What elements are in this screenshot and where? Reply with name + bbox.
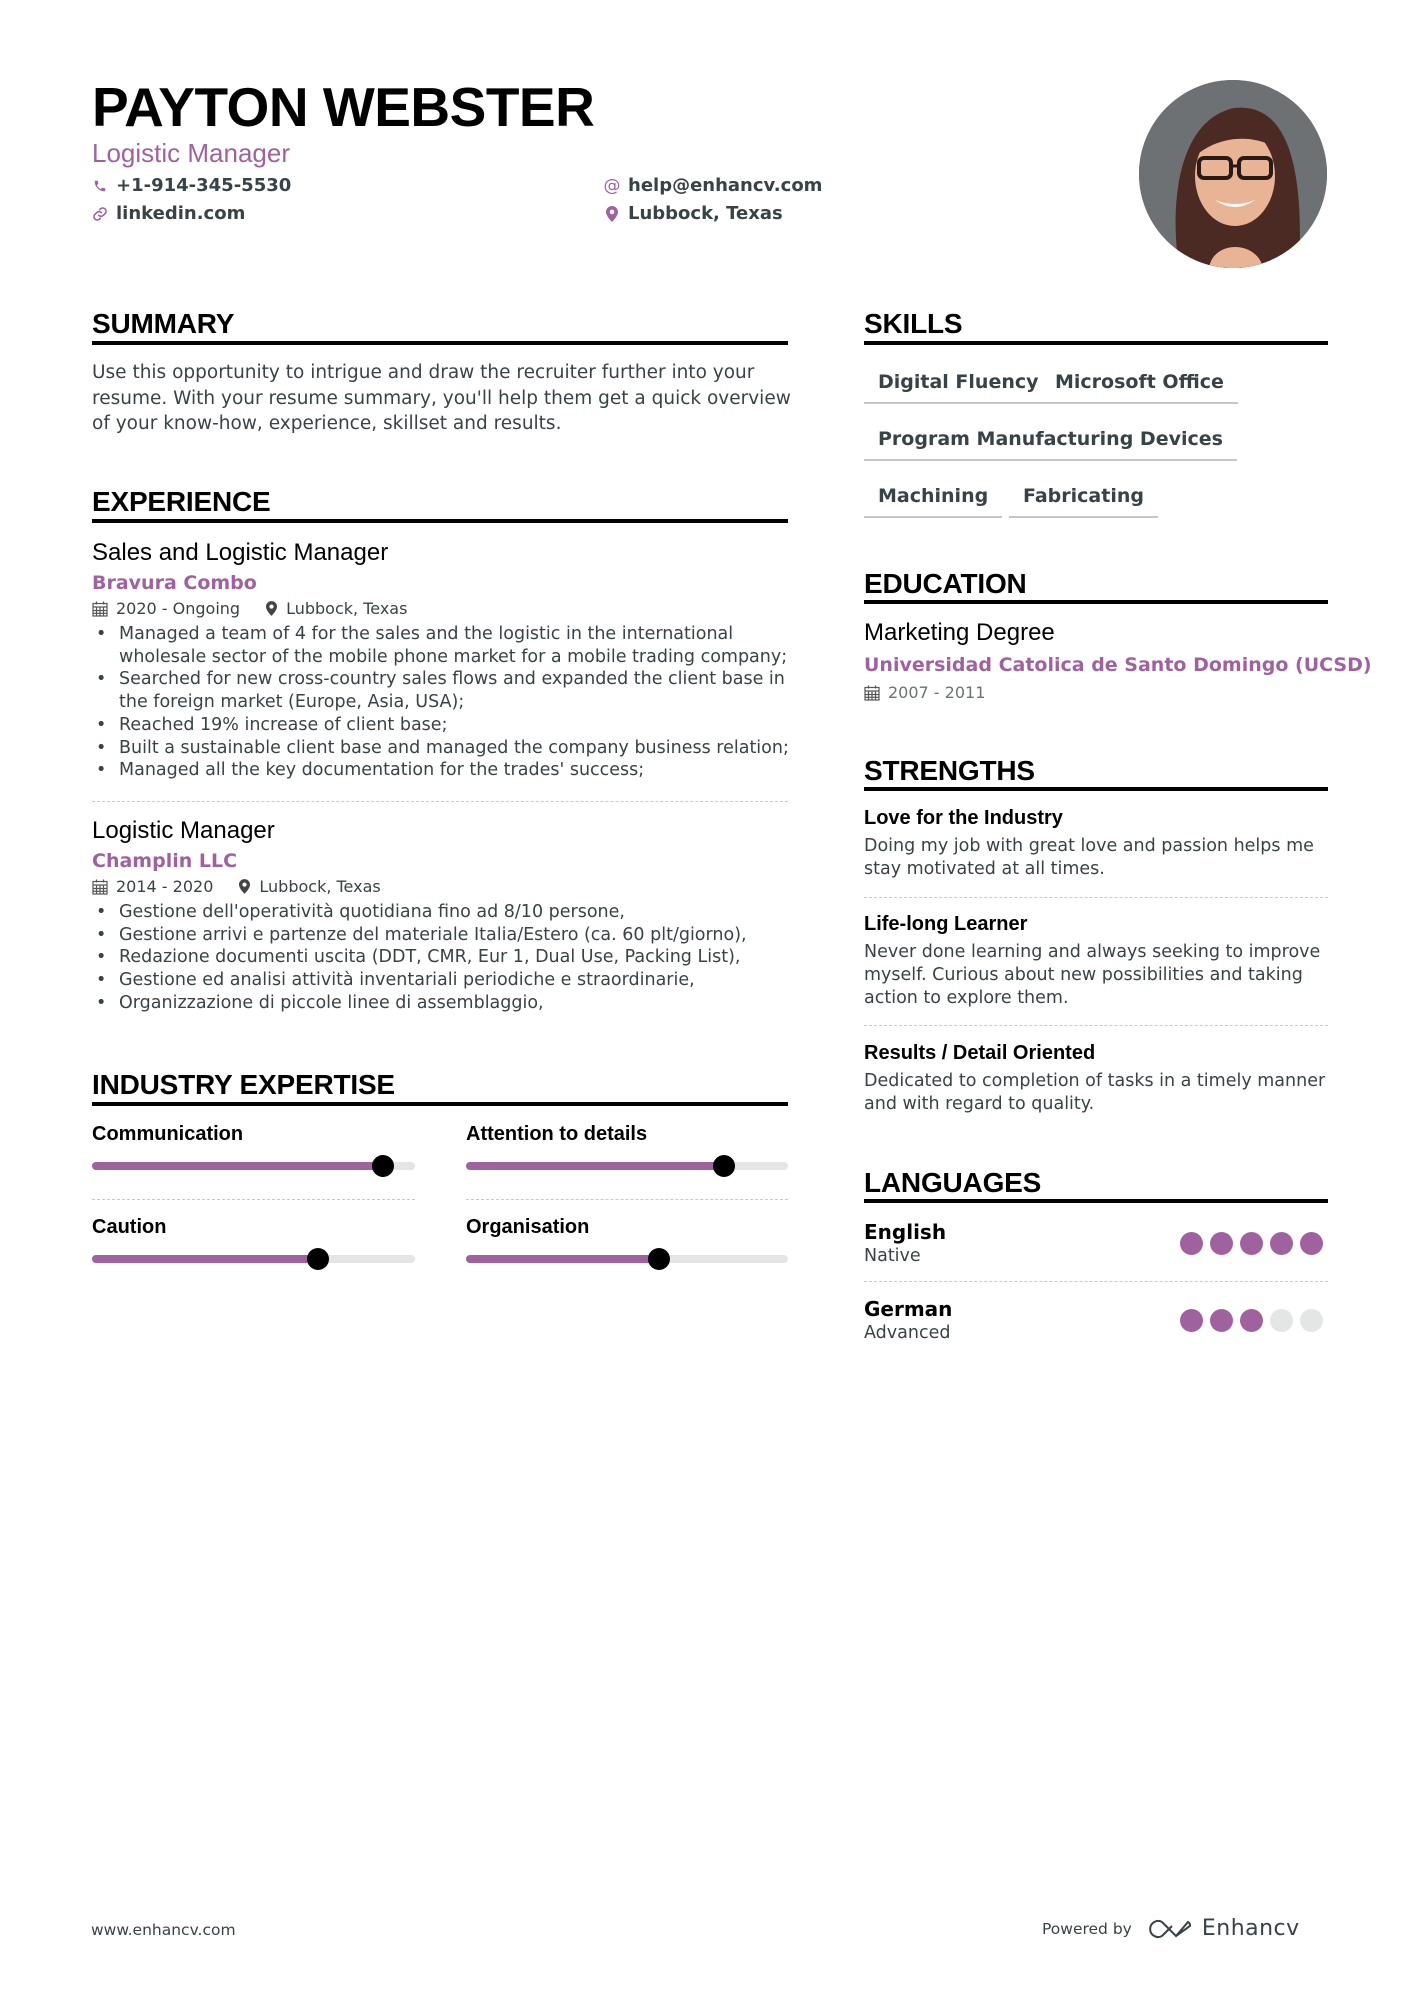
education-heading: EDUCATION [864, 568, 1027, 599]
bullet-item: • Searched for new cross-country sales flows and expanded the client base in the foreign market (Europe, Asia, USA); [92, 668, 792, 713]
strength-desc: Dedicated to completion of tasks in a timely manner and with regard to quality. [864, 1071, 1326, 1114]
expertise-label-communication: Communication [92, 1123, 244, 1145]
footer-branding [1042, 1916, 1300, 1941]
strength-title: Results / Detail Oriented [864, 1042, 1096, 1064]
language-rating [1180, 1232, 1323, 1255]
degree-title: Marketing Degree [864, 619, 1055, 646]
link-icon [92, 205, 108, 223]
map-pin-icon [239, 879, 251, 895]
enhancv-logo[interactable] [1146, 1916, 1300, 1941]
expertise-heading: INDUSTRY EXPERTISE [92, 1069, 395, 1100]
languages-heading: LANGUAGES [864, 1167, 1042, 1198]
strength-title: Life-long Learner [864, 913, 1028, 935]
enhancv-logo-icon [1146, 1917, 1194, 1941]
bar-knob [307, 1248, 329, 1270]
rating-dot-filled [1300, 1232, 1323, 1255]
company-name: Bravura Combo [92, 572, 257, 594]
language-name: English [864, 1220, 947, 1244]
strengths-heading: STRENGTHS [864, 755, 1035, 786]
bar-fill [92, 1255, 318, 1263]
expertise-rule [92, 1102, 788, 1106]
job-bullets [92, 623, 792, 782]
skill-tag: Digital Fluency [864, 370, 1053, 404]
language-rating [1180, 1309, 1323, 1332]
bar-knob [713, 1155, 735, 1177]
location-contact [604, 202, 783, 226]
rating-dot-filled [1240, 1232, 1263, 1255]
map-pin-icon [266, 601, 278, 617]
school-name: Universidad Catolica de Santo Domingo (UCSD) [864, 654, 1372, 676]
powered-by-text: Powered by [1042, 1919, 1132, 1938]
summary-rule [92, 341, 788, 345]
bullet-item: • Gestione ed analisi attività inventariali periodiche e straordinarie, [92, 969, 792, 992]
job-entry-2 [92, 816, 792, 1015]
bar-knob [372, 1155, 394, 1177]
skills-rule [864, 341, 1328, 345]
website-link[interactable]: linkedin.com [116, 203, 246, 224]
bar-fill [466, 1255, 659, 1263]
expertise-bar-organisation [466, 1255, 788, 1263]
job-meta [92, 599, 792, 619]
rating-dot-filled [1210, 1232, 1233, 1255]
skill-tag: Microsoft Office [1041, 370, 1238, 404]
bar-fill [466, 1162, 724, 1170]
skills-heading: SKILLS [864, 308, 963, 339]
language-level: Native [864, 1246, 921, 1266]
calendar-icon [92, 601, 108, 617]
phone-contact [92, 174, 291, 198]
expertise-divider [92, 1199, 415, 1200]
job-dates: 2014 - 2020 [116, 877, 214, 896]
job-title: Logistic Manager [92, 817, 275, 844]
strength-divider [864, 1025, 1328, 1026]
rating-dot-empty [1300, 1309, 1323, 1332]
job-divider [92, 801, 788, 802]
bar-knob [648, 1248, 670, 1270]
job-entry-1 [92, 538, 792, 782]
bullet-item: • Managed a team of 4 for the sales and the logistic in the international wholesale sector of the mobile phone market for a mobile trading company; [92, 623, 792, 668]
expertise-bar-communication [92, 1162, 415, 1170]
expertise-label-organisation: Organisation [466, 1216, 590, 1238]
phone-icon [92, 177, 108, 195]
rating-dot-empty [1270, 1309, 1293, 1332]
rating-dot-filled [1210, 1309, 1233, 1332]
expertise-label-attention: Attention to details [466, 1123, 648, 1145]
map-pin-icon [604, 205, 620, 223]
strength-desc: Doing my job with great love and passion helps me stay motivated at all times. [864, 836, 1314, 879]
expertise-bar-attention [466, 1162, 788, 1170]
at-icon: @ [603, 176, 621, 196]
bullet-item: • Gestione dell'operatività quotidiana fino ad 8/10 persone, [92, 901, 792, 924]
strength-title: Love for the Industry [864, 807, 1063, 829]
bar-fill [92, 1162, 383, 1170]
bullet-item: • Gestione arrivi e partenze del materiale Italia/Estero (ca. 60 plt/giorno), [92, 924, 792, 947]
education-dates: 2007 - 2011 [888, 683, 986, 702]
languages-rule [864, 1199, 1328, 1203]
bullet-item: • Reached 19% increase of client base; [92, 714, 792, 737]
skill-tag: Machining [864, 484, 1002, 518]
candidate-name: PAYTON WEBSTER [92, 76, 595, 138]
language-name: German [864, 1297, 953, 1321]
rating-dot-filled [1240, 1309, 1263, 1332]
strengths-rule [864, 787, 1328, 791]
language-divider [864, 1281, 1328, 1282]
website-contact[interactable] [92, 202, 245, 226]
strength-item [864, 1040, 1328, 1116]
brand-name: Enhancv [1201, 1916, 1300, 1941]
strength-desc: Never done learning and always seeking to improve myself. Curious about new possibilities and taking action to explore them. [864, 942, 1321, 1008]
footer-website[interactable]: www.enhancv.com [91, 1921, 236, 1939]
strength-item [864, 911, 1328, 1009]
experience-heading: EXPERIENCE [92, 486, 271, 517]
phone-text: +1-914-345-5530 [116, 175, 292, 196]
language-level: Advanced [864, 1323, 951, 1343]
summary-text: Use this opportunity to intrigue and draw the recruiter further into your resume. With your resume summary, you'll help them get a quick overview of your know-how, experience, skillset and results. [92, 362, 791, 435]
strength-item [864, 805, 1328, 881]
bullet-item: • Built a sustainable client base and managed the company business relation; [92, 737, 792, 760]
calendar-icon [864, 685, 880, 701]
education-rule [864, 600, 1328, 604]
job-dates: 2020 - Ongoing [116, 599, 241, 618]
expertise-bar-caution [92, 1255, 415, 1263]
bullet-item: • Organizzazione di piccole linee di assemblaggio, [92, 992, 792, 1015]
expertise-label-caution: Caution [92, 1216, 167, 1238]
experience-rule [92, 519, 788, 523]
job-bullets [92, 901, 792, 1015]
summary-heading: SUMMARY [92, 308, 235, 339]
email-link[interactable]: help@enhancv.com [628, 175, 823, 196]
avatar [1139, 80, 1327, 268]
job-location: Lubbock, Texas [286, 599, 408, 618]
bullet-item: • Redazione documenti uscita (DDT, CMR, Eur 1, Dual Use, Packing List), [92, 946, 792, 969]
skill-tag: Program Manufacturing Devices [864, 427, 1237, 461]
strength-divider [864, 897, 1328, 898]
job-title: Sales and Logistic Manager [92, 539, 389, 566]
job-location: Lubbock, Texas [259, 877, 381, 896]
expertise-divider [466, 1199, 788, 1200]
bullet-item: • Managed all the key documentation for the trades' success; [92, 759, 792, 782]
calendar-icon [92, 879, 108, 895]
email-contact[interactable] [604, 174, 822, 198]
location-text: Lubbock, Texas [628, 203, 783, 224]
candidate-role: Logistic Manager [92, 138, 290, 168]
company-name: Champlin LLC [92, 850, 238, 872]
rating-dot-filled [1270, 1232, 1293, 1255]
education-meta [864, 683, 985, 703]
rating-dot-filled [1180, 1232, 1203, 1255]
job-meta [92, 877, 792, 897]
rating-dot-filled [1180, 1309, 1203, 1332]
skill-tag: Fabricating [1009, 484, 1158, 518]
